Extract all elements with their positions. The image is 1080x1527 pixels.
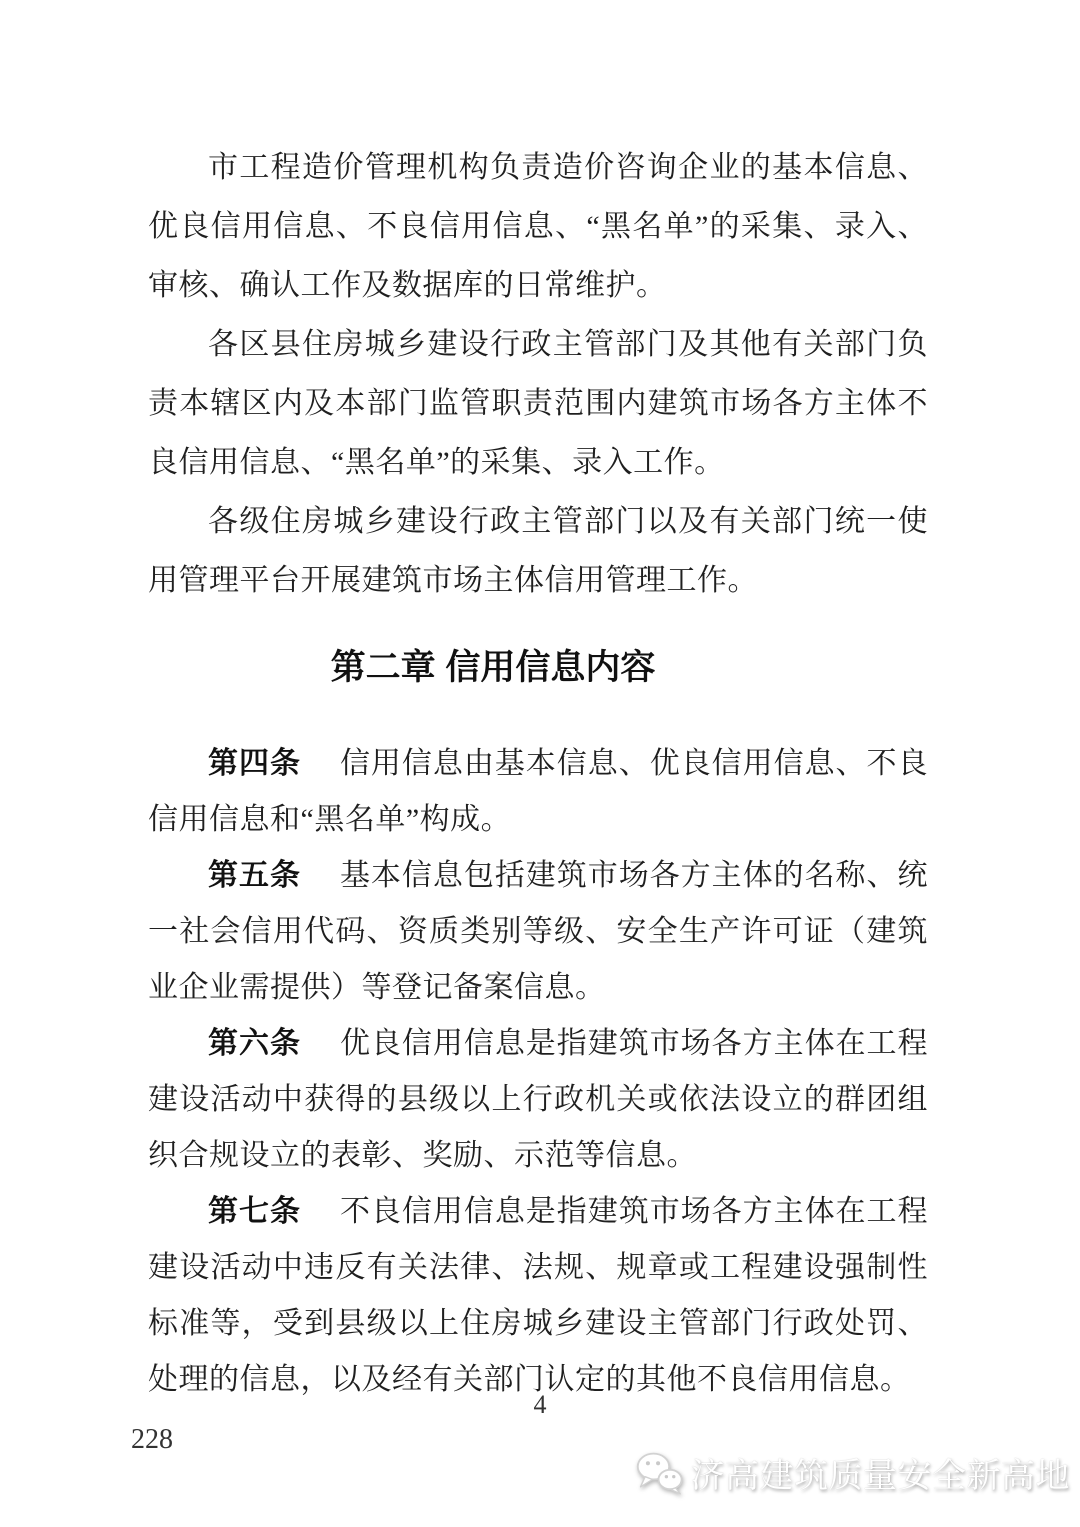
article-paragraph (148, 1184, 928, 1408)
article-text: 优良信用信息是指建筑市场各方主体在工程建设活动中获得的县级以上行政机关或依法设立的群团组织合规设立的表彰、奖励、示范等信息。 (148, 1027, 929, 1172)
article-paragraph (148, 736, 928, 848)
document-body (148, 138, 928, 1408)
article-label: 第四条 (208, 747, 301, 780)
article-text: 基本信息包括建筑市场各方主体的名称、统一社会信用代码、资质类别等级、安全生产许可证（建筑业企业需提供）等登记备案信息。 (148, 859, 929, 1004)
article-text: 信用信息由基本信息、优良信用信息、不良信用信息和“黑名单”构成。 (148, 747, 929, 836)
article-label: 第五条 (208, 859, 301, 892)
folio-number: 228 (131, 1424, 173, 1455)
article-text: 不良信用信息是指建筑市场各方主体在工程建设活动中违反有关法律、法规、规章或工程建设强制性标准等，受到县级以上住房城乡建设主管部门行政处罚、处理的信息，以及经有关部门认定的其他不良信用信息。 (148, 1195, 929, 1396)
wechat-icon (635, 1451, 683, 1495)
chapter-heading: 第二章 信用信息内容 (330, 648, 656, 687)
watermark (635, 1448, 1071, 1497)
article-label: 第六条 (208, 1027, 301, 1060)
article-paragraph (148, 1016, 928, 1184)
paragraph: 各级住房城乡建设行政主管部门以及有关部门统一使用管理平台开展建筑市场主体信用管理工作。 (148, 505, 928, 597)
paragraph: 市工程造价管理机构负责造价咨询企业的基本信息、优良信用信息、不良信用信息、“黑名单”的采集、录入、审核、确认工作及数据库的日常维护。 (148, 151, 928, 302)
paragraph: 各区县住房城乡建设行政主管部门及其他有关部门负责本辖区内及本部门监管职责范围内建筑市场各方主体不良信用信息、“黑名单”的采集、录入工作。 (148, 328, 928, 479)
article-label: 第七条 (208, 1195, 301, 1228)
article-paragraph (148, 848, 928, 1016)
watermark-text: 济高建筑质量安全新高地 (690, 1457, 1070, 1495)
page-number: 4 (533, 1390, 547, 1419)
